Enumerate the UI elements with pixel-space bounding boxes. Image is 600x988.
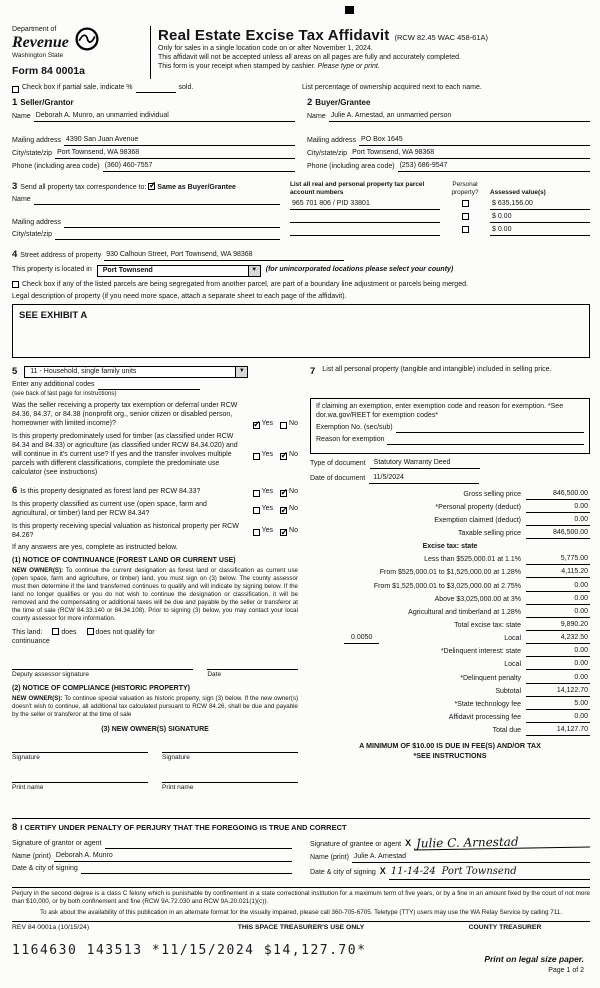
deputy-date-field[interactable] (207, 661, 298, 670)
tier2-amount-field[interactable]: 4,115.20 (526, 568, 590, 578)
total-excise-state-field[interactable]: 9,890.20 (526, 621, 590, 631)
print-name-label: Print name (12, 784, 44, 792)
partial-sale-label: Check box if partial sale, indicate % (22, 83, 133, 91)
notice-compliance-body (12, 695, 298, 719)
tax-line-exemption-deduct: Exemption claimed (deduct) 0.00 (434, 516, 588, 525)
notice-continuance-text: To continue the current designation as forest land or classification as current use (open space, farm and agriculture, or timber) land, you must sign on (3) below. The county assessor must then determine if the land transferred continues to qualify and will indicate by signing below. If the land no longer qualifies or you do not wish to continue the designation or classification, it will be removed and the compensating or additional taxes will be due and payable by the seller or transferor at the time of sale (RCW 84.33.140 or 84.34.108). Prior to signing (3) below, you may contact your local county assessor for more information. (12, 567, 298, 623)
grantee-date-city-field[interactable] (389, 866, 590, 880)
tax-line-tier2: From $525,000.01 to $1,525,000.00 at 1.28% 4,115.20 (379, 568, 588, 577)
seller-name-field[interactable]: Deborah A. Munro, an unmarried individual (34, 112, 295, 122)
personal-property-checkbox[interactable] (462, 226, 469, 233)
agricultural-amount-field[interactable]: 0.00 (526, 608, 590, 618)
tax-computation-table (310, 490, 590, 736)
section-2-number: 2 (307, 96, 313, 108)
doc-date-label: Date of document (310, 474, 366, 482)
no-label: No (289, 505, 298, 513)
tax-line-taxable: Taxable selling price 846,500.00 (457, 529, 588, 538)
signature-label: Signature (162, 753, 190, 761)
tax-line-total-due: Total due 14,127.70 (492, 726, 588, 735)
dor-brand (12, 26, 150, 79)
doc-type-field[interactable]: Statutory Warranty Deed (370, 459, 480, 469)
legal-description-label: Legal description of property (if you need more space, attach a separate sheet to each page of the affidavit). (12, 292, 347, 300)
partial-percent-field[interactable] (136, 85, 176, 93)
s5q2-yes-checkbox[interactable] (253, 453, 260, 460)
header-note-3-italic: Please type or print. (317, 63, 380, 71)
exemption-claimed-field[interactable]: 0.00 (526, 516, 590, 526)
chevron-down-icon[interactable]: ▼ (248, 266, 260, 276)
seller-csz-field[interactable]: Port Townsend, WA 98368 (55, 149, 295, 159)
tax-line-total-state: Total excise tax: state 9,890.20 (454, 621, 588, 630)
no-label: No (289, 487, 298, 495)
grantee-date-handwritten: 11-14-24 (390, 865, 436, 877)
located-in-label: This property is located in (12, 266, 92, 274)
grantor-signature-label: Signature of grantor or agent (12, 840, 102, 848)
tax-line-gross: Gross selling price 846,500.00 (463, 489, 588, 498)
continuance-label: continuance (12, 637, 50, 645)
grantor-name-field[interactable]: Deborah A. Munro (54, 852, 292, 862)
tax-line-tier3: From $1,525,000.01 to $3,025,000.00 at 2.75% 0.00 (373, 581, 588, 590)
grantor-date-city-field[interactable] (81, 865, 292, 874)
tax-line-local: 0.0050 Local 4,232.50 (310, 634, 590, 644)
correspondence-label: Send all property tax correspondence to: (20, 183, 147, 191)
reason-exemption-field[interactable] (387, 436, 584, 445)
land-does-not-checkbox[interactable] (87, 628, 94, 635)
buyer-phone-label: Phone (including area code) (307, 162, 395, 170)
section-4-number: 4 (12, 248, 18, 260)
s5q2-no-checkbox[interactable] (280, 453, 287, 460)
gross-selling-price-field[interactable]: 846,500.00 (526, 490, 590, 500)
form-number: Form 84 0001a (12, 65, 85, 78)
form-header (12, 26, 590, 79)
delinquent-interest-local-field[interactable]: 0.00 (526, 660, 590, 670)
buyer-address-label: Mailing address (307, 136, 357, 144)
deputy-date-label: Date (207, 670, 222, 678)
tax-line-tier1: Less than $525,000.01 at 1.1% 5,775.00 (424, 555, 588, 564)
location-select[interactable] (97, 265, 261, 277)
total-due-field[interactable]: 14,127.70 (526, 726, 590, 736)
section-buyer (307, 97, 590, 172)
dept-name: Revenue (12, 33, 69, 51)
yes-label: Yes (261, 419, 274, 427)
seller-name-label: Name (12, 112, 31, 120)
correspondence-address-label: Mailing address (12, 218, 62, 226)
doc-date-field[interactable]: 11/5/2024 (369, 474, 479, 484)
additional-codes-field[interactable] (98, 381, 200, 390)
print-name-label: Print name (162, 784, 194, 792)
assessed-value-column-header: Assessed value(s) (490, 188, 546, 196)
s6q1-yes-checkbox[interactable] (253, 490, 260, 497)
certify-statement: I CERTIFY UNDER PENALTY OF PERJURY THAT THE FOREGOING IS TRUE AND CORRECT (20, 822, 347, 832)
section-tax-correspondence (12, 181, 590, 240)
buyer-csz-label: City/state/zip (307, 149, 348, 157)
tax-line-subtotal: Subtotal 14,122.70 (495, 686, 588, 695)
grantee-name-field[interactable]: Julie A. Arnestad (352, 853, 590, 863)
additional-codes-label: Enter any additional codes (12, 381, 95, 389)
page-title: Real Estate Excise Tax Affidavit (158, 27, 390, 44)
header-note-2: This affidavit will not be accepted unless all areas on all pages are fully and accurately completed. (158, 54, 461, 62)
no-label: No (289, 450, 298, 458)
personal-property-column-header: Personal property? (451, 180, 479, 196)
alternate-format-note: To ask about the availability of this publication in an alternate format for the visually impaired, please call 360-705-6705. Teletype (TTY) users may use the WA Relay Service by calling 711. (39, 908, 563, 916)
tax-line-personal-deduct: *Personal property (deduct) 0.00 (435, 502, 588, 511)
minimum-due-note: A MINIMUM OF $10.00 IS DUE IN FEE(S) AND/OR TAX (359, 741, 541, 751)
parcel-number-field[interactable]: 965 701 806 / PID 33801 (290, 200, 440, 210)
delinquent-penalty-field[interactable]: 0.00 (526, 674, 590, 684)
partial-sold-label: sold. (178, 83, 194, 91)
exemption-box (310, 398, 590, 454)
question-historic-property: Is this property receiving special valuation as historical property per RCW 84.26? (12, 522, 239, 539)
grantor-date-city-label: Date & city of signing (12, 865, 78, 872)
segregated-checkbox[interactable] (12, 281, 19, 288)
section-tax-computation (310, 366, 590, 814)
section-8-number: 8 (12, 821, 18, 833)
seller-address-label: Mailing address (12, 136, 62, 144)
new-owner-print-name-field[interactable] (162, 774, 298, 783)
tax-line-delinquent-interest-state: *Delinquent interest: state 0.00 (440, 647, 588, 656)
parcel-row (290, 213, 590, 223)
parcel-row (290, 226, 590, 236)
treasurer-strip (12, 921, 590, 933)
parcel-number-field[interactable] (290, 214, 440, 223)
personal-property-intro: List all personal property (tangible and intangible) included in selling price. (322, 365, 552, 373)
assessed-value-field[interactable]: $ 635,156.00 (490, 200, 590, 210)
new-owner-signature-field[interactable] (12, 744, 148, 753)
grantor-signature-field[interactable] (105, 840, 292, 849)
local-rate-field[interactable]: 0.0050 (344, 634, 379, 644)
s6q1-no-checkbox[interactable] (280, 490, 287, 497)
exemption-no-label: Exemption No. (sec/sub) (316, 423, 393, 431)
parcel-number-field[interactable] (290, 227, 440, 236)
tax-line-delinquent-penalty: *Delinquent penalty 0.00 (460, 673, 588, 682)
buyer-heading: Buyer/Grantee (315, 97, 371, 107)
processing-fee-field[interactable]: 0.00 (526, 713, 590, 723)
same-as-buyer-label: Same as Buyer/Grantee (157, 183, 236, 191)
see-instructions-note: *SEE INSTRUCTIONS (413, 751, 487, 761)
dept-state-label: Washington State (12, 51, 64, 59)
section-seller (12, 97, 295, 172)
deputy-assessor-signature-label: Deputy assessor signature (12, 670, 89, 678)
this-land-label: This land: (12, 629, 43, 636)
buyer-address-field[interactable]: PO Box 1645 (359, 136, 590, 146)
subtotal-field[interactable]: 14,122.70 (526, 687, 590, 697)
header-title-block (150, 26, 590, 79)
county-treasurer-label: COUNTY TREASURER (468, 923, 542, 931)
parcel-row (290, 200, 590, 210)
parcel-column-header: List all real and personal property tax parcel account numbers (290, 180, 425, 196)
notice-compliance-text: To continue special valuation as historic property, sign (3) below. If the new owner(s) doesn't wish to continue, all additional tax calculated pursuant to RCW 84.26, shall be due and payable by the seller or transferor at the time of sale (12, 695, 299, 719)
question-predominate-use: Is this property predominately used for timber (as classified under RCW 84.34 and 84.33) or agriculture (as classified under RCW 84.34.020) and will continue in it's current use? If yes and the transfer involves multiple parcels with different classifications, complete the predominate use calculator (see instructions) (12, 432, 238, 476)
question-current-use: Is this property classified as current use (open space, farm and agricultural, or timber) land per RCW 84.34? (12, 500, 207, 517)
grantee-city-handwritten: Port Townsend (441, 865, 517, 877)
yes-label: Yes (261, 527, 274, 535)
section-property-location (12, 249, 590, 358)
seller-phone-field[interactable]: (360) 460-7557 (103, 162, 295, 172)
tier4-amount-field[interactable]: 0.00 (526, 595, 590, 605)
deputy-assessor-signature-field[interactable] (12, 661, 193, 670)
technology-fee-field[interactable]: 5.00 (526, 700, 590, 710)
tax-line-agricultural: Agricultural and timberland at 1.28% 0.00 (408, 607, 588, 616)
new-owner-print-name-field[interactable] (12, 774, 148, 783)
same-as-buyer-checkbox[interactable] (148, 183, 155, 190)
grantee-date-city-label: Date & city of signing (310, 868, 376, 876)
buyer-name-field[interactable]: Julie A. Arnestad, an unmarried person (329, 112, 590, 122)
location-select-value: Port Townsend (102, 266, 153, 274)
exemption-no-field[interactable] (396, 424, 584, 433)
new-owner-signature-field[interactable] (162, 744, 298, 753)
notice-continuance-body (12, 567, 298, 623)
tax-line-tier4: Above $3,025,000.00 at 3% 0.00 (434, 594, 588, 603)
personal-property-checkbox[interactable] (462, 200, 469, 207)
grantee-name-label: Name (print) (310, 853, 349, 861)
correspondence-csz-label: City/state/zip (12, 230, 53, 238)
tax-line-processing-fee: Affidavit processing fee 0.00 (448, 713, 588, 722)
perjury-statement: Perjury in the second degree is a class C felony which is punishable by confinement in a state correctional institution for a maximum term of five years, or by a fine in an amount fixed by the court of not more than $10,000, or by both confinement and fine (RCW 9A.72.030 and RCW 9A.20.021(1)(c)). (12, 887, 590, 906)
dor-logo-icon (74, 26, 100, 52)
dept-of-label: Department of (12, 26, 57, 33)
street-address-field[interactable]: 930 Calhoun Street, Port Townsend, WA 98368 (104, 251, 344, 261)
s6q3-no-checkbox[interactable] (280, 529, 287, 536)
does-label: does (61, 629, 77, 636)
assessed-value-field[interactable]: $ 0.00 (490, 226, 590, 236)
signature-x-mark: X (379, 865, 386, 876)
yes-label: Yes (261, 505, 274, 513)
treasurer-stamp: 1164630 143513 *11/15/2024 $14,127.70* (12, 942, 367, 958)
print-instructions (484, 954, 584, 976)
scan-registration-mark (345, 6, 354, 14)
s5q1-yes-checkbox[interactable] (253, 422, 260, 429)
header-note-3 (158, 63, 590, 72)
section-1-number: 1 (12, 96, 18, 108)
new-owners-lead: NEW OWNER(S): (12, 567, 64, 575)
no-label: No (289, 419, 298, 427)
yes-label: Yes (261, 487, 274, 495)
if-yes-instruction: If any answers are yes, complete as instructed below. (12, 543, 178, 551)
buyer-csz-field[interactable]: Port Townsend, WA 98368 (350, 149, 590, 159)
does-not-label: does not qualify for (95, 629, 155, 636)
question-seller-exemption: Was the seller receiving a property tax exemption or deferral under RCW 84.36, 84.37, or 84.38 (nonprofit org., senior citizen or disabled person, homeowner with limited income)? (12, 401, 238, 427)
section-use-questions (12, 366, 298, 814)
assessed-value-field[interactable]: $ 0.00 (490, 213, 590, 223)
reason-exemption-label: Reason for exemption (316, 435, 385, 443)
seller-csz-label: City/state/zip (12, 149, 53, 157)
excise-tax-state-header: Excise tax: state (422, 543, 478, 551)
legal-description-value: SEE EXHIBIT A (19, 309, 88, 321)
rev-form-code: REV 84 0001a (10/15/24) (12, 923, 90, 931)
parcel-table (290, 181, 590, 240)
ownership-percentage-note: List percentage of ownership acquired next to each name. (302, 83, 482, 91)
personal-property-checkbox[interactable] (462, 213, 469, 220)
delinquent-interest-state-field[interactable]: 0.00 (526, 647, 590, 657)
legal-paper-note: Print on legal size paper. (484, 954, 584, 965)
buyer-phone-field[interactable]: (253) 686-9547 (398, 162, 590, 172)
partial-sale-checkbox[interactable] (12, 86, 19, 93)
additional-codes-note: (see back of last page for instructions) (12, 390, 117, 397)
header-note-1: Only for sales in a single location code on or after November 1, 2024. (158, 45, 373, 53)
section-certification (12, 818, 590, 880)
doc-type-label: Type of document (310, 459, 366, 467)
legal-description-box[interactable] (12, 304, 590, 358)
no-label: No (289, 527, 298, 535)
unincorporated-note: (for unincorporated locations please select your county) (265, 266, 454, 274)
seller-phone-label: Phone (including area code) (12, 162, 100, 170)
yes-label: Yes (261, 450, 274, 458)
buyer-name-label: Name (307, 112, 326, 120)
s6q3-yes-checkbox[interactable] (253, 529, 260, 536)
correspondence-csz-field[interactable] (55, 231, 280, 240)
tax-line-delinquent-interest-local: Local 0.00 (504, 660, 588, 669)
new-owners-lead: NEW OWNER(S): (12, 695, 63, 703)
title-rcw-code: (RCW 82.45 WAC 458-61A) (394, 33, 488, 42)
seller-address-field[interactable]: 4390 San Juan Avenue (64, 136, 295, 146)
local-tax-field[interactable]: 4,232.50 (526, 634, 590, 644)
land-does-checkbox[interactable] (52, 628, 59, 635)
taxable-selling-price-field[interactable]: 846,500.00 (526, 529, 590, 539)
tier3-amount-field[interactable]: 0.00 (526, 582, 590, 592)
grantee-signature-label: Signature of grantee or agent (310, 841, 402, 848)
s5q1-no-checkbox[interactable] (280, 422, 287, 429)
land-use-code-select[interactable] (24, 366, 248, 378)
s6q2-no-checkbox[interactable] (280, 507, 287, 514)
section-6-number: 6 (12, 484, 18, 496)
correspondence-name-label: Name (12, 195, 31, 203)
grantee-signature-field[interactable]: Julie C. Arnestad (414, 834, 590, 850)
new-owners-signature-title: (3) NEW OWNER(S) SIGNATURE (101, 725, 209, 733)
segregated-label: Check box if any of the listed parcels are being segregated from another parcel, are part of a boundary line adjustment or parcels being merged. (22, 280, 468, 288)
tax-line-technology-fee: *State technology fee 5.00 (454, 699, 588, 708)
treasurer-use-label: THIS SPACE TREASURER'S USE ONLY (237, 923, 365, 931)
exemption-note: If claiming an exemption, enter exemption code and reason for exemption. *See dor.wa.gov/REET for exemption codes* (316, 403, 564, 419)
notice-compliance-title: (2) NOTICE OF COMPLIANCE (HISTORIC PROPERTY) (12, 685, 190, 693)
header-note-3-text: This form is your receipt when stamped by cashier. (158, 63, 316, 71)
section-7-number: 7 (310, 365, 316, 377)
personal-property-deduct-field[interactable]: 0.00 (526, 503, 590, 513)
s6q2-yes-checkbox[interactable] (253, 507, 260, 514)
signature-label: Signature (12, 753, 40, 761)
section-5-number: 5 (12, 365, 18, 377)
street-address-label: Street address of property (20, 251, 102, 259)
partial-sale-row (12, 84, 590, 93)
question-forest-land: Is this property designated as forest land per RCW 84.33? (20, 487, 201, 495)
page-indicator: Page 1 of 2 (548, 967, 584, 975)
signature-x-mark: X (405, 838, 412, 848)
seller-heading: Seller/Grantor (20, 97, 74, 107)
notice-continuance-title: (1) NOTICE OF CONTINUANCE (FOREST LAND OR CURRENT USE) (12, 557, 236, 565)
correspondence-address-field[interactable] (64, 219, 280, 228)
chevron-down-icon[interactable]: ▼ (235, 367, 247, 377)
section-3-number: 3 (12, 180, 18, 192)
tier1-amount-field[interactable]: 5,775.00 (526, 555, 590, 565)
land-use-code-value: 11 - Household, single family units (30, 367, 137, 375)
grantor-name-label: Name (print) (12, 853, 51, 860)
correspondence-name-field[interactable] (34, 196, 280, 205)
